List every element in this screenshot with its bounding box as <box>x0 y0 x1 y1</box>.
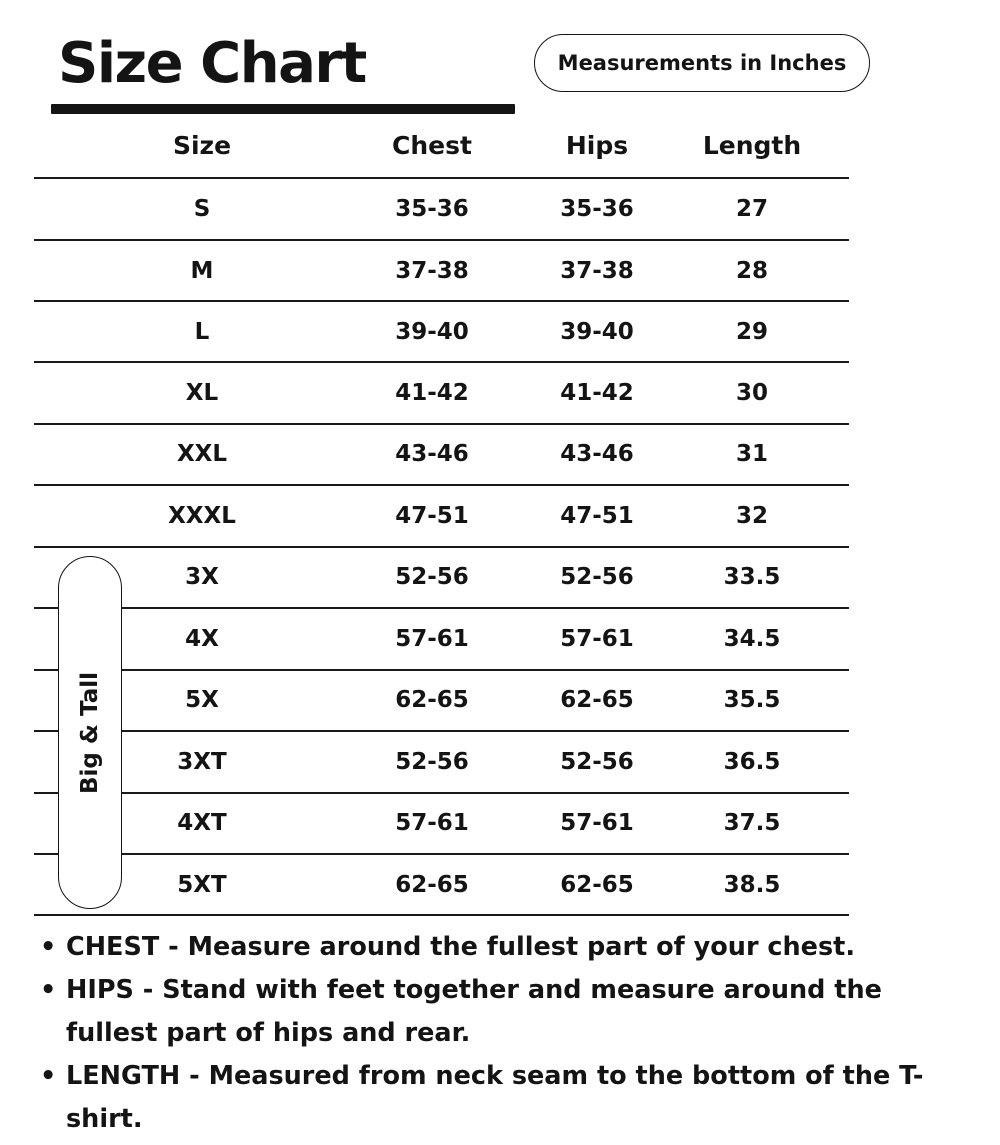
length-cell: 31 <box>735 441 768 467</box>
header-length: Length <box>702 130 802 160</box>
chest-cell: 39-40 <box>395 319 469 345</box>
table-row <box>0 362 1000 424</box>
row-divider <box>34 730 58 732</box>
header-size: Size <box>172 130 232 160</box>
row-divider <box>34 300 849 302</box>
row-divider <box>34 792 58 794</box>
size-cell: XXL <box>176 441 228 467</box>
length-cell: 30 <box>735 380 768 406</box>
hips-cell: 62-65 <box>560 687 634 713</box>
chest-cell: 37-38 <box>395 258 469 284</box>
note-text: HIPS - Stand with feet together and measure around the fullest part of hips and rear. <box>66 975 882 1048</box>
chest-cell: 47-51 <box>395 503 469 529</box>
chest-cell: 52-56 <box>395 749 469 775</box>
table-row <box>0 178 1000 240</box>
row-divider <box>34 423 849 425</box>
hips-cell: 62-65 <box>560 872 634 898</box>
table-bottom-rule <box>34 914 849 916</box>
row-divider <box>122 669 849 671</box>
row-divider <box>34 546 849 548</box>
chest-cell: 57-61 <box>395 626 469 652</box>
units-badge: Measurements in Inches <box>534 34 870 92</box>
table-row <box>0 731 1000 793</box>
table-row <box>0 423 1000 485</box>
size-cell: L <box>194 319 210 345</box>
hips-cell: 47-51 <box>560 503 634 529</box>
row-divider <box>34 361 849 363</box>
row-divider <box>122 792 849 794</box>
table-row <box>0 485 1000 547</box>
length-cell: 32 <box>735 503 768 529</box>
length-cell: 33.5 <box>723 564 781 590</box>
chest-cell: 43-46 <box>395 441 469 467</box>
hips-cell: 43-46 <box>560 441 634 467</box>
table-row <box>0 546 1000 608</box>
length-cell: 37.5 <box>723 810 781 836</box>
note-text: CHEST - Measure around the fullest part of your chest. <box>66 932 856 962</box>
row-divider <box>122 607 849 609</box>
length-cell: 34.5 <box>723 626 781 652</box>
chest-cell: 52-56 <box>395 564 469 590</box>
hips-cell: 57-61 <box>560 810 634 836</box>
list-item <box>34 1055 974 1141</box>
table-row <box>0 669 1000 731</box>
table-row <box>0 240 1000 302</box>
table-header-row <box>0 112 1000 178</box>
hips-cell: 35-36 <box>560 196 634 222</box>
hips-cell: 57-61 <box>560 626 634 652</box>
list-item <box>34 926 974 969</box>
length-cell: 29 <box>735 319 768 345</box>
size-cell: 5XT <box>177 872 227 898</box>
hips-cell: 52-56 <box>560 749 634 775</box>
table-row <box>0 608 1000 670</box>
bullet: • <box>40 1061 57 1091</box>
table-row <box>0 301 1000 363</box>
size-cell: 5X <box>185 687 219 713</box>
header-chest: Chest <box>392 130 472 160</box>
bullet: • <box>40 932 57 962</box>
chest-cell: 41-42 <box>395 380 469 406</box>
size-cell: 4X <box>185 626 219 652</box>
note-text: LENGTH - Measured from neck seam to the bottom of the T-shirt. <box>66 1061 924 1134</box>
length-cell: 36.5 <box>723 749 781 775</box>
row-divider <box>34 607 58 609</box>
chest-cell: 35-36 <box>395 196 469 222</box>
size-cell: XL <box>185 380 219 406</box>
table-row <box>0 854 1000 916</box>
size-cell: 3XT <box>177 749 227 775</box>
size-cell: XXXL <box>168 503 236 529</box>
size-cell: S <box>193 196 211 222</box>
page-title: Size Chart <box>58 31 366 96</box>
measurement-notes <box>34 926 974 1141</box>
row-divider <box>34 853 58 855</box>
row-divider <box>34 669 58 671</box>
chest-cell: 57-61 <box>395 810 469 836</box>
list-item <box>34 969 974 1055</box>
header-hips: Hips <box>565 130 629 160</box>
length-cell: 28 <box>735 258 768 284</box>
length-cell: 38.5 <box>723 872 781 898</box>
size-cell: 3X <box>185 564 219 590</box>
hips-cell: 41-42 <box>560 380 634 406</box>
chest-cell: 62-65 <box>395 687 469 713</box>
hips-cell: 37-38 <box>560 258 634 284</box>
row-divider <box>34 239 849 241</box>
size-cell: 4XT <box>177 810 227 836</box>
size-cell: M <box>190 258 214 284</box>
bullet: • <box>40 975 57 1005</box>
hips-cell: 39-40 <box>560 319 634 345</box>
row-divider <box>122 730 849 732</box>
big-tall-label: Big & Tall <box>77 672 103 794</box>
row-divider <box>34 484 849 486</box>
row-divider <box>122 853 849 855</box>
table-row <box>0 792 1000 854</box>
length-cell: 27 <box>735 196 768 222</box>
length-cell: 35.5 <box>723 687 781 713</box>
chest-cell: 62-65 <box>395 872 469 898</box>
hips-cell: 52-56 <box>560 564 634 590</box>
row-divider <box>34 177 849 179</box>
